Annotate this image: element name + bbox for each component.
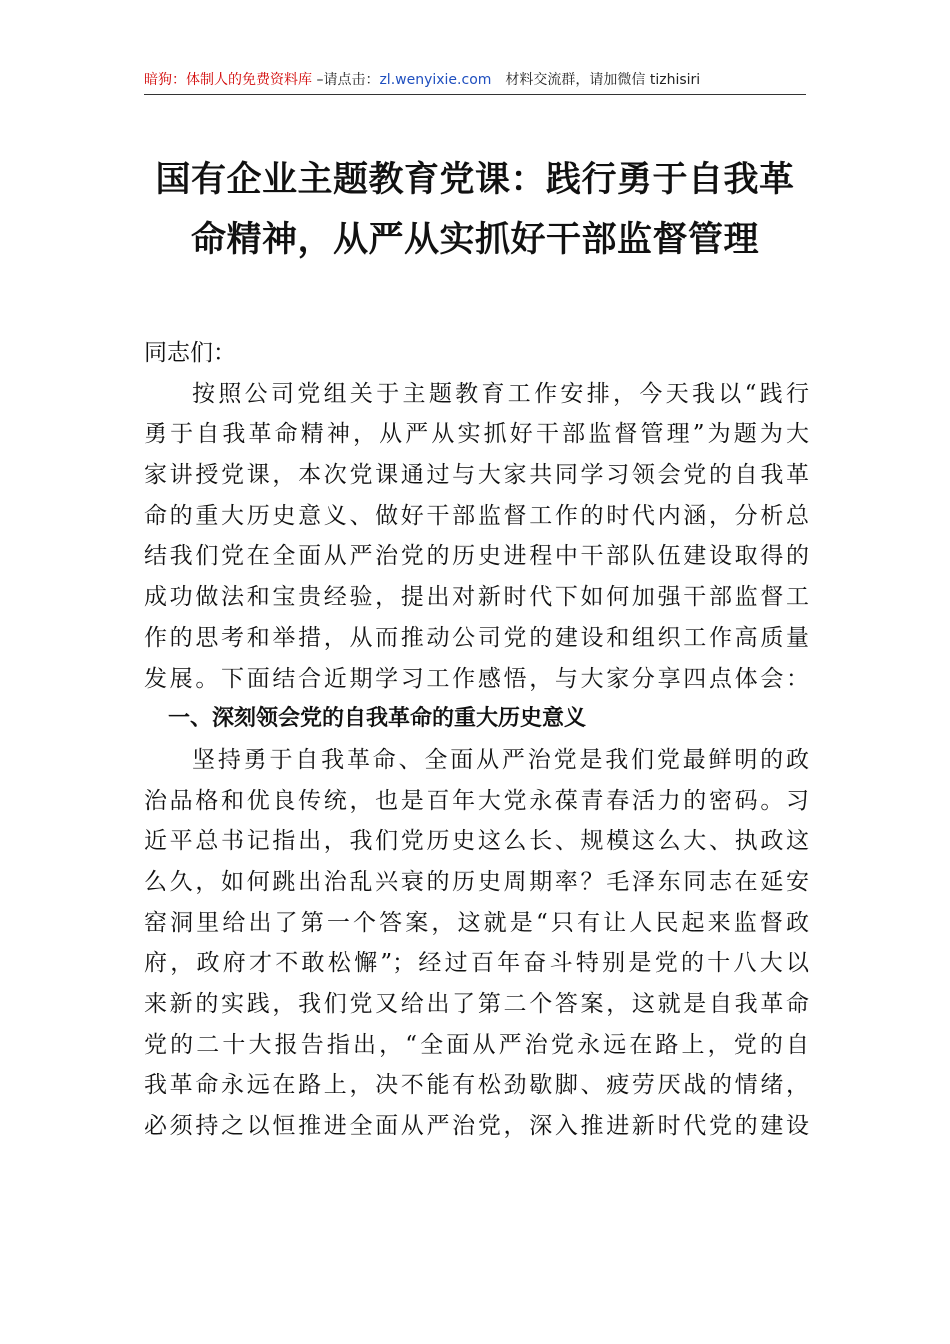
header-group-text: 材料交流群，请加微信 tizhisiri [505,72,701,88]
paragraph-2-line: 我革命永远在路上，决不能有松劲歇脚、疲劳厌战的情绪， [144,1072,809,1099]
paragraph-1-line: 家讲授党课，本次党课通过与大家共同学习领会党的自我革 [144,462,809,489]
header-link[interactable]: zl.wenyixie.com [379,72,492,88]
salutation: 同志们： [144,340,236,366]
paragraph-2-line: 来新的实践，我们党又给出了第二个答案，这就是自我革命 [144,991,809,1017]
title-line-2: 命精神，从严从实抓好干部监督管理 [190,219,759,260]
title-line-1: 国有企业主题教育党课：践行勇于自我革 [155,159,795,200]
paragraph-1-line: 勇于自我革命精神，从严从实抓好干部监督管理”为题为大 [144,421,809,448]
paragraph-1-line: 命的重大历史意义、做好干部监督工作的时代内涵，分析总 [144,502,809,529]
paragraph-1-line: 作的思考和举措，从而推动公司党的建设和组织工作高质量 [144,624,809,651]
document-title [120,150,830,270]
paragraph-1-line: 结我们党在全面从严治党的历史进程中干部队伍建设取得的 [144,543,809,570]
header-divider [144,94,806,95]
paragraph-2-line: 近平总书记指出，我们党历史这么长、规模这么大、执政这 [144,828,809,855]
paragraph-2-line: 必须持之以恒推进全面从严治党，深入推进新时代党的建设 [144,1113,809,1140]
paragraph-2-line: 窑洞里给出了第一个答案，这就是“只有让人民起来监督政 [144,909,809,936]
page-header [144,68,806,92]
paragraph-2-line: 坚持勇于自我革命、全面从严治党是我们党最鲜明的政 [192,746,809,773]
paragraph-1-line: 成功做法和宝贵经验，提出对新时代下如何加强干部监督工 [144,584,809,611]
document-body [144,333,809,1147]
paragraph-2-line: 么久，如何跳出治乱兴衰的历史周期率？毛泽东同志在延安 [144,868,809,895]
paragraph-2-line: 治品格和优良传统，也是百年大党永葆青春活力的密码。习 [144,787,809,814]
header-prompt-text: –请点击： [312,72,380,88]
paragraph-1-line: 发展。下面结合近期学习工作感悟，与大家分享四点体会： [144,665,809,692]
paragraph-2-line: 府，政府才不敢松懈”；经过百年奋斗特别是党的十八大以 [144,950,809,977]
paragraph-1-line: 按照公司党组关于主题教育工作安排，今天我以“践行 [192,380,809,407]
section-1-heading: 一、深刻领会党的自我革命的重大历史意义 [168,706,587,732]
paragraph-2-line: 党的二十大报告指出，“全面从严治党永远在路上，党的自 [144,1031,809,1058]
header-brand-text: 暗狗：体制人的免费资料库 [144,72,312,88]
